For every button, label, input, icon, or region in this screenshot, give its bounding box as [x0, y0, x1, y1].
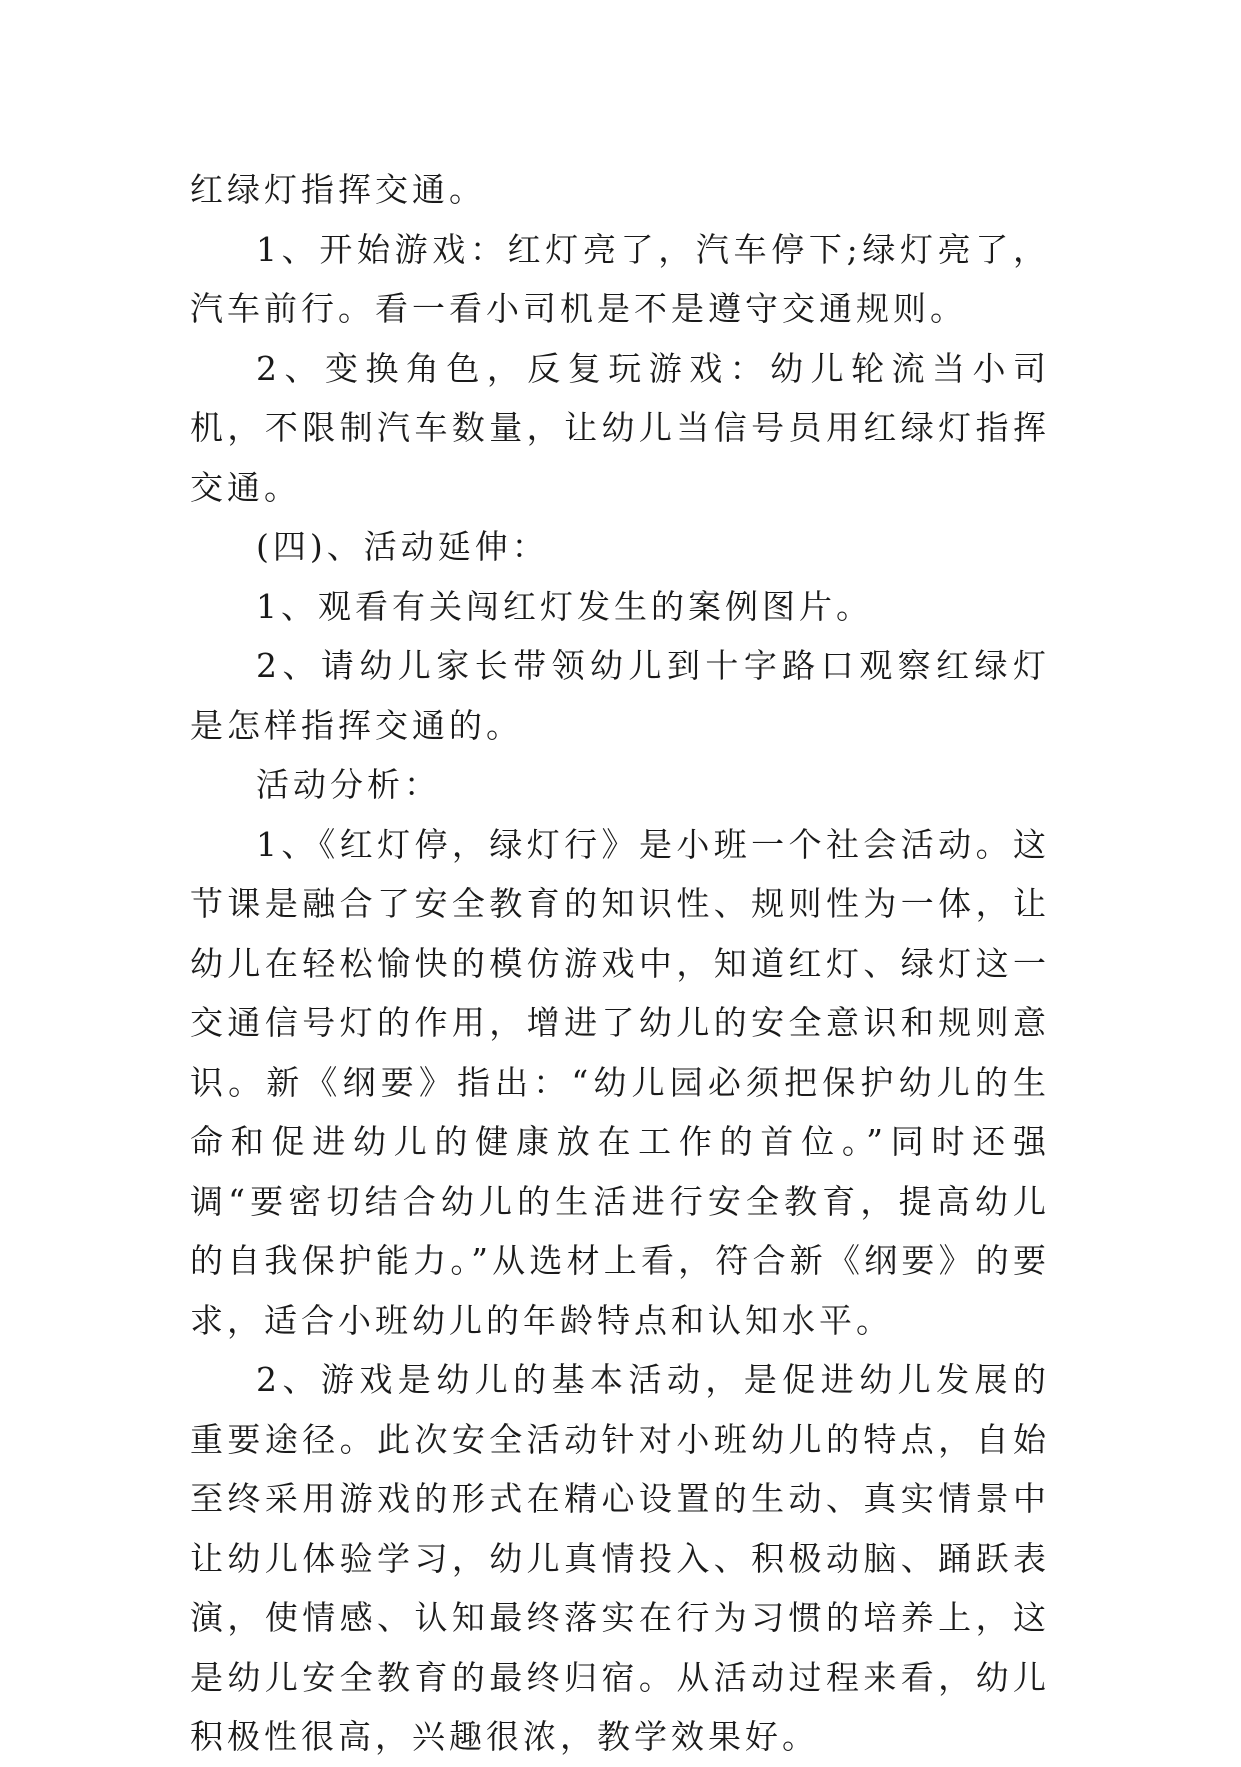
paragraph-6: 2、请幼儿家长带领幼儿到十字路口观察红绿灯是怎样指挥交通的。 [190, 646, 1050, 745]
paragraph-9: 2、游戏是幼儿的基本活动，是促进幼儿发展的重要途径。此次安全活动针对小班幼儿的特点，自始至终采用游戏的形式在精心设置的生动、真实情景中让幼儿体验学习，幼儿真情投入、积极动脑、踊跃表演，使情感、认知最终落实在行为习惯的培养上，这是幼儿安全教育的最终归宿。从活动过程来看，幼儿积极性很高，兴趣很浓，教学效果好。 [190, 1360, 1050, 1756]
paragraph-2: 1、开始游戏：红灯亮了，汽车停下;绿灯亮了，汽车前行。看一看小司机是不是遵守交通规则。 [190, 229, 1050, 328]
paragraph-5: 1、观看有关闯红灯发生的案例图片。 [256, 586, 873, 626]
document-body [190, 160, 1050, 1767]
paragraph-7: 活动分析： [256, 765, 441, 804]
paragraph-4: (四)、活动延伸： [256, 527, 549, 566]
paragraph-3: 2、变换角色，反复玩游戏：幼儿轮流当小司机，不限制汽车数量，让幼儿当信号员用红绿灯指挥交通。 [190, 348, 1050, 507]
paragraph-1: 红绿灯指挥交通。 [190, 170, 486, 209]
paragraph-8: 1、《红灯停，绿灯行》是小班一个社会活动。这节课是融合了安全教育的知识性、规则性为一体，让幼儿在轻松愉快的模仿游戏中，知道红灯、绿灯这一交通信号灯的作用，增进了幼儿的安全意识和规则意识。新《纲要》指出：“幼儿园必须把保护幼儿的生命和促进幼儿的健康放在工作的首位。”同时还强调“要密切结合幼儿的生活进行安全教育，提高幼儿的自我保护能力。”从选材上看，符合新《纲要》的要求，适合小班幼儿的年龄特点和认知水平。 [190, 824, 1050, 1340]
